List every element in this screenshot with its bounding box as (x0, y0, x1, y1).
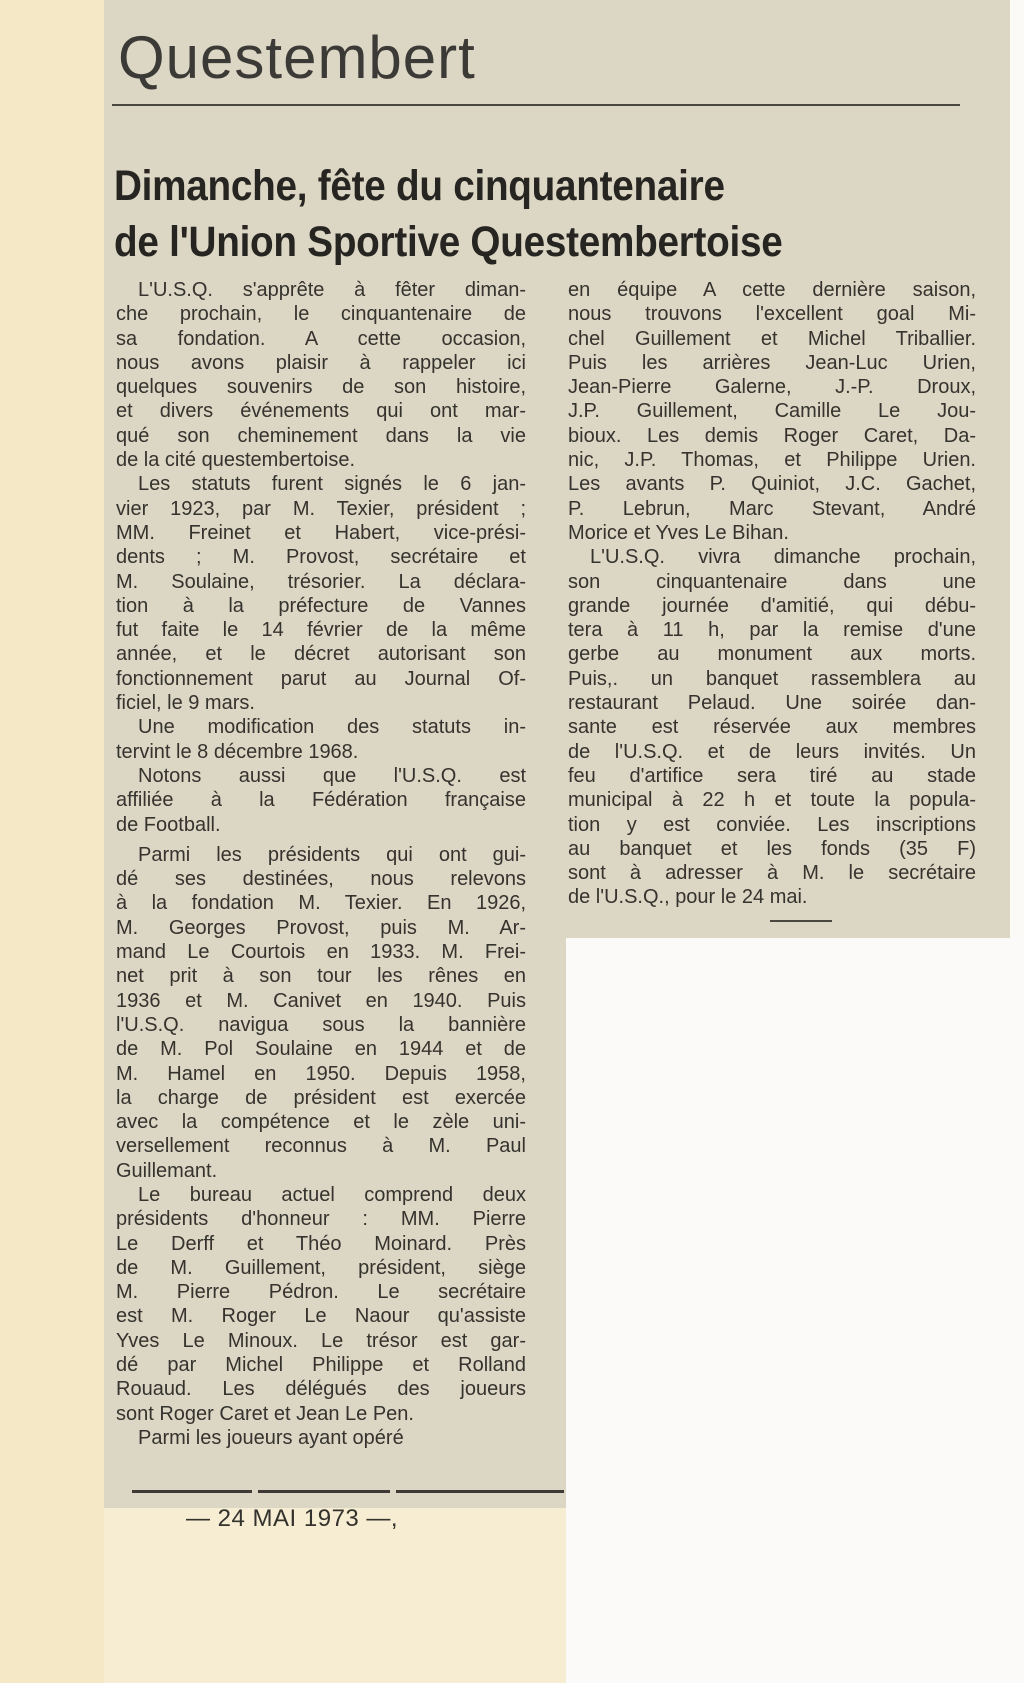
article-text-line: Une modification des statuts in- (138, 716, 526, 739)
article-text-line: M. Soulaine, trésorier. La déclara- (116, 570, 526, 593)
article-text-line: nic, J.P. Thomas, et Philippe Urien. (568, 449, 976, 472)
article-text-line: J.P. Guillement, Camille Le Jou- (568, 400, 976, 423)
article-end-rule (770, 920, 832, 922)
article-headline (114, 158, 906, 270)
article-text-line: Notons aussi que l'U.S.Q. est (138, 764, 526, 787)
article-column-left (116, 278, 526, 1450)
article-text-line: Les statuts furent signés le 6 jan- (138, 473, 526, 496)
article-text-line: vier 1923, par M. Texier, président ; (116, 497, 526, 520)
article-text-line: L'U.S.Q. vivra dimanche prochain, (590, 546, 976, 569)
backing-paper-left-strip (0, 0, 104, 1683)
article-text-line: M. Pierre Pédron. Le secrétaire (116, 1281, 526, 1304)
article-text-line: nous avons plaisir à rappeler ici (116, 351, 526, 374)
article-text-line: de la cité questembertoise. (116, 449, 356, 472)
article-text-line: 1936 et M. Canivet en 1940. Puis (116, 989, 526, 1012)
article-text-line: restaurant Pelaud. Une soirée dan- (568, 692, 976, 715)
article-text-line: Jean-Pierre Galerne, J.-P. Droux, (568, 376, 976, 399)
article-text-line: est M. Roger Le Naour qu'assiste (116, 1305, 526, 1328)
location-heading: Questembert (118, 24, 476, 91)
article-text-line: de l'U.S.Q. et de leurs invités. Un (568, 740, 976, 763)
article-text-line: de Football. (116, 813, 221, 836)
article-text-line: M. Georges Provost, puis M. Ar- (116, 916, 526, 939)
article-text-line: ficiel, le 9 mars. (116, 692, 255, 715)
article-text-line: sante est réservée aux membres (568, 716, 976, 739)
article-column-right (568, 278, 976, 910)
article-text-line: nous trouvons l'excellent goal Mi- (568, 303, 976, 326)
article-text-line: L'U.S.Q. s'apprête à fêter diman- (138, 279, 526, 301)
publication-date: — 24 MAI 1973 —, (186, 1505, 399, 1532)
footer-rule-segment (132, 1490, 252, 1493)
article-text-line: Rouaud. Les délégués des joueurs (116, 1378, 526, 1401)
article-text-line: et divers événements qui ont mar- (116, 400, 526, 423)
article-text-line: chel Guillement et Michel Triballier. (568, 327, 976, 350)
article-text-line: che prochain, le cinquantenaire de (116, 303, 526, 326)
article-text-line: année, et le décret autorisant son (116, 643, 526, 666)
article-text-line: Guillemant. (116, 1159, 218, 1182)
article-text-line: tion à la préfecture de Vannes (116, 594, 526, 617)
article-text-line: la charge de président est exercée (116, 1086, 526, 1109)
article-text-line: dé par Michel Philippe et Rolland (116, 1354, 526, 1377)
article-text-line: tervint le 8 décembre 1968. (116, 740, 359, 763)
article-text-line: Morice et Yves Le Bihan. (568, 521, 789, 544)
article-text-line: quelques souvenirs de son histoire, (116, 376, 526, 399)
article-text-line: présidents d'honneur : MM. Pierre (116, 1208, 526, 1231)
headline-line-2: de l'Union Sportive Questembertoise (114, 218, 783, 266)
article-text-line: sa fondation. A cette occasion, (116, 327, 526, 350)
article-text-line: bioux. Les demis Roger Caret, Da- (568, 424, 976, 447)
article-text-line: mand Le Courtois en 1933. M. Frei- (116, 941, 526, 964)
article-text-line: Yves Le Minoux. Le trésor est gar- (116, 1329, 526, 1352)
article-text-line: en équipe A cette dernière saison, (568, 279, 976, 301)
headline-line-1: Dimanche, fête du cinquantenaire (114, 162, 725, 210)
article-text-line: grande journée d'amitié, qui débu- (568, 594, 976, 617)
article-text-line: affiliée à la Fédération française (116, 789, 526, 812)
article-text-line: de M. Pol Soulaine en 1944 et de (116, 1038, 526, 1061)
article-text-line: Le Derff et Théo Moinard. Près (116, 1232, 526, 1255)
article-text-line: fonctionnement parut au Journal Of- (116, 667, 526, 690)
article-text-line: Puis les arrières Jean-Luc Urien, (568, 351, 976, 374)
article-text-line: net prit à son tour les rênes en (116, 965, 526, 988)
article-text-line: tion y est conviée. Les inscriptions (568, 813, 976, 836)
article-text-line: de M. Guillement, président, siège (116, 1256, 526, 1279)
article-text-line: son cinquantenaire dans une (568, 570, 976, 593)
article-text-line: Puis,. un banquet rassemblera au (568, 667, 976, 690)
article-text-line: au banquet et les fonds (35 F) (568, 837, 976, 860)
article-text-line: qué son cheminement dans la vie (116, 424, 526, 447)
article-text-line: à la fondation M. Texier. En 1926, (116, 892, 526, 915)
article-text-line: sont Roger Caret et Jean Le Pen. (116, 1402, 414, 1425)
heading-rule (112, 104, 960, 106)
article-text-line: gerbe au monument aux morts. (568, 643, 976, 666)
article-text-line: Parmi les joueurs ayant opéré (138, 1426, 404, 1449)
article-text-line: tera à 11 h, par la remise d'une (568, 619, 976, 642)
footer-rule-segment (258, 1490, 390, 1493)
article-text-line: dé ses destinées, nous relevons (116, 868, 526, 891)
article-text-line: M. Hamel en 1950. Depuis 1958, (116, 1062, 526, 1085)
article-text-line: P. Lebrun, Marc Stevant, André (568, 497, 976, 520)
footer-rule-segment (396, 1490, 564, 1493)
article-text-line: MM. Freinet et Habert, vice-prési- (116, 521, 526, 544)
article-text-line: dents ; M. Provost, secrétaire et (116, 546, 526, 569)
article-text-line: avec la compétence et le zèle uni- (116, 1111, 526, 1134)
article-text-line: feu d'artifice sera tiré au stade (568, 764, 976, 787)
article-text-line: l'U.S.Q. navigua sous la bannière (116, 1013, 526, 1036)
blank-paper-area (566, 938, 1024, 1683)
article-text-line: Parmi les présidents qui ont gui- (138, 843, 526, 866)
article-text-line: Les avants P. Quiniot, J.C. Gachet, (568, 473, 976, 496)
article-text-line: municipal à 22 h et toute la popula- (568, 789, 976, 812)
article-text-line: versellement reconnus à M. Paul (116, 1135, 526, 1158)
article-text-line: Le bureau actuel comprend deux (138, 1183, 526, 1206)
article-text-line: sont à adresser à M. le secrétaire (568, 862, 976, 885)
article-text-line: de l'U.S.Q., pour le 24 mai. (568, 886, 808, 909)
article-text-line: fut faite le 14 février de la même (116, 619, 526, 642)
